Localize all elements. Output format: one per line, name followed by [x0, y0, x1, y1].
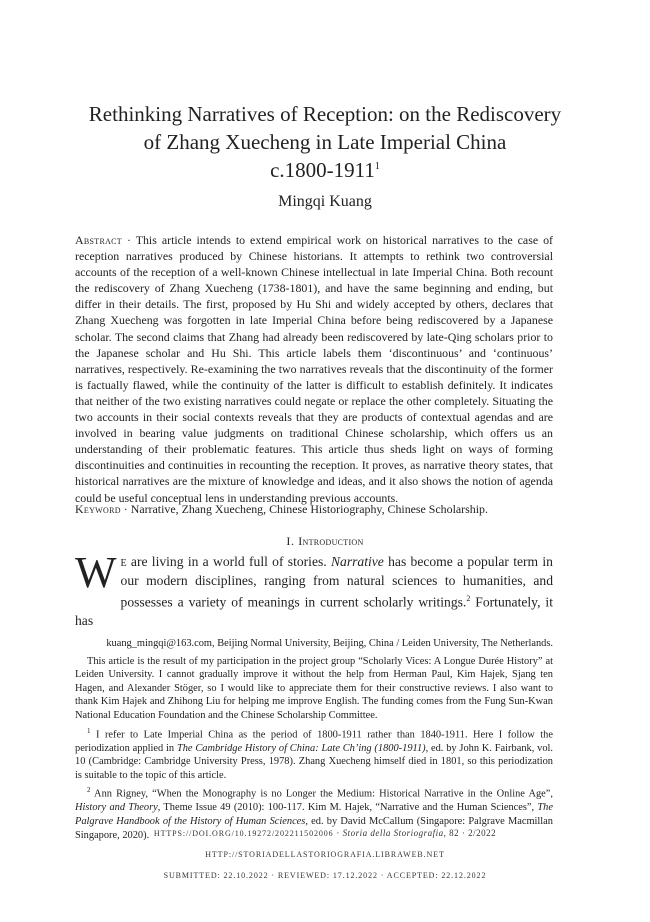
keywords: [75, 501, 553, 517]
abstract-separator: ·: [126, 233, 131, 247]
title-line-1: Rethinking Narratives of Reception: on the Rediscovery: [88, 102, 562, 126]
section-title: Introduction: [298, 534, 364, 548]
author-affiliation: kuang_mingqi@163.com, Beijing Normal University, Beijing, China / Leiden University, The Netherlands.: [106, 638, 553, 649]
body-italic-term: Narrative: [330, 554, 384, 569]
abstract-label: Abstract: [75, 233, 122, 247]
journal-url-link[interactable]: HTTP://STORIADELLASTORIOGRAFIA.LIBRAWEB.NET: [205, 850, 445, 859]
article-title: [40, 100, 610, 184]
title-line-2: of Zhang Xuecheng in Late Imperial China: [143, 130, 507, 154]
footnote-1: [75, 725, 553, 783]
footnote-1-text-b: , ed. by John K. Fairbank, vol. 10 (Cambridge: Cambridge University Press, 1978). Zhang Xuecheng himself died in 1801, so this periodization is suitable to the topic of this article.: [75, 742, 554, 781]
abstract-text: This article intends to extend empirical work on historical narratives to the case of reception narratives produced by Chinese historians. It attempts to rethink two controversial accounts of the reception of a well-known Chinese intellectual in late Imperial China. Both recount the rediscovery of Zhang Xuecheng (1738-1801), and have the same beginning and ending, but differ in their details. The first, proposed by Hu Shi and widely accepted by others, declares that Zhang Xuecheng was forgotten in late Imperial China before being rediscovered by a Japanese scholar. The second claims that Zhang had already been rediscovered by late-Qing scholars prior to the Japanese scholar and Hu Shi. This article labels them ‘discontinuous’ and ‘continuous’ narratives, respectively. Re-examining the two narratives reveals that the discontinuity of the former is factually flawed, while the continuity of the latter is difficult to establish definitely. It indicates that neither of the two existing narratives could negate or replace the other completely. Situating the two accounts in their social contexts reveals that they are products of contextual agendas and are involved in bearing value judgments on traditional Chinese scholarship, which offers us an understanding of their problematic features. This article thus sheds light on ways of forming discontinuities and continuities in recounting the reception. It proves, as narrative theory states, that historical narratives are the mixture of knowledge and ideas, and it also shows the notion of agenda could be useful conceptual lens in understanding previous accounts.: [75, 233, 553, 505]
footer-citation: [0, 828, 650, 838]
footnote-1-mark: 1: [87, 726, 91, 735]
journal-name: Storia della Storiografia: [342, 828, 444, 838]
footnote-2-text-a: Ann Rigney, “When the Monography is no Longer the Medium: Historical Narrative in the Online Age”,: [90, 788, 553, 800]
body-lead: e: [120, 554, 127, 569]
keywords-text: Narrative, Zhang Xuecheng, Chinese Historiography, Chinese Scholarship.: [130, 502, 488, 516]
body-text-1: are living in a world full of stories.: [126, 554, 331, 569]
footnote-2-mark: 2: [87, 786, 91, 795]
footnote-2-text-c: , ed. by David McCallum (Singapore: Palgrave Macmillan Singapore, 2020).: [75, 816, 553, 841]
title-footnote-mark[interactable]: 1: [374, 161, 380, 172]
section-number: I.: [286, 534, 295, 548]
title-line-3: [40, 156, 610, 184]
submission-dates: SUBMITTED: 22.10.2022 · REVIEWED: 17.12.2022 · ACCEPTED: 22.12.2022: [163, 871, 487, 880]
abstract: [75, 232, 553, 506]
body-footnote-mark[interactable]: 2: [466, 594, 471, 603]
footnote-1-italic: The Cambridge History of China: Late Ch’ing (1800-1911): [176, 742, 426, 754]
footnote-2-italic-1: History and Theory: [75, 802, 158, 814]
footer-separator: ·: [333, 828, 343, 838]
footnote-2-text-b: , Theme Issue 49 (2010): 100-117. Kim M. Hajek, “Narrative and the Human Sciences”,: [157, 802, 538, 814]
footer-dates: [0, 870, 650, 880]
keywords-label: Keyword: [75, 502, 121, 516]
keywords-separator: ·: [123, 502, 128, 516]
author-name: Mingqi Kuang: [278, 193, 372, 210]
acknowledgement-note: This article is the result of my participation in the project group “Scholarly Vices: A Longue Durée History” at Leiden University. I cannot gradually improve it without the help from Herman Paul, Kim Hajek, Sjang ten Hagen, and Alexander Stöger, so I would like to appreciate them for their constructive reviews. I also want to thank Kim Hajek and Zhihong Liu for helping me improve English. The funding comes from the Fung Sun-Kwan National Education Foundation and the Chinese Scholarship Committee.: [75, 655, 553, 721]
footnote-2-italic-2: The Palgrave Handbook of the History of Human Sciences: [75, 802, 553, 828]
footer-url: [0, 849, 650, 859]
body-text-3: Fortunately, it has: [75, 594, 553, 629]
footnote-1-text-a: I refer to Late Imperial China as the period of 1800-1911 rather than 1840-1911. Here I follow the periodization applied in: [75, 729, 553, 754]
section-heading: [0, 534, 650, 549]
journal-issue: , 82 · 2/2022: [443, 828, 497, 838]
footnotes: [75, 637, 553, 844]
body-paragraph: [75, 548, 553, 631]
title-period: c.1800-1911: [270, 158, 375, 182]
doi-link[interactable]: HTTPS://DOI.ORG/10.19272/202211502006: [153, 829, 334, 838]
body-text-2: has become a popular term in our modern disciplines, ranging from natural sciences to humanities, and possesses a variety of meanings in current scholarly writings.: [120, 554, 553, 610]
drop-cap: W: [75, 548, 117, 597]
